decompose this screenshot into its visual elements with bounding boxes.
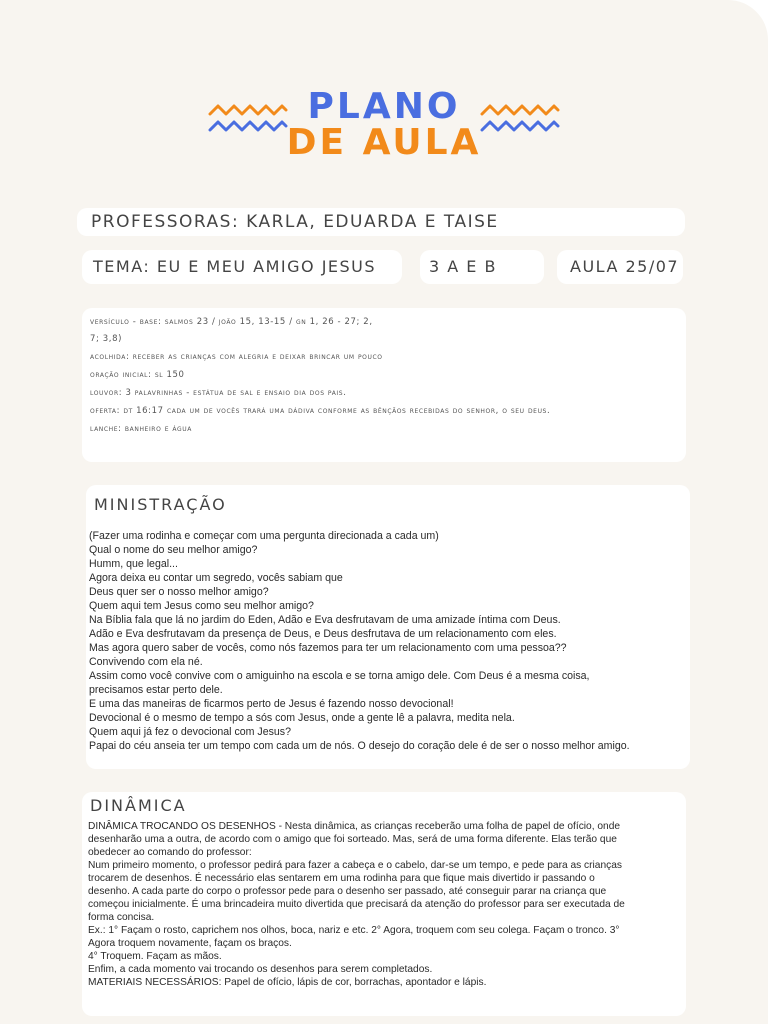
- ministracao-line: Na Bíblia fala que lá no jardim do Eden, Adão e Eva desfrutavam de uma amizade íntima com Deus.: [89, 614, 561, 626]
- ministracao-line: Assim como você convive com o amiguinho na escola e se torna amigo dele. Com Deus é a mesma coisa,: [89, 670, 590, 682]
- lesson-date-card: [557, 250, 683, 284]
- dinamica-title: DINÂMICA: [90, 796, 187, 815]
- info-card: [82, 308, 686, 462]
- dinamica-card: [82, 792, 686, 1016]
- dinamica-line: forma concisa.: [88, 912, 155, 923]
- dinamica-line: Ex.: 1° Façam o rosto, caprichem nos olhos, boca, nariz e etc. 2° Agora, troquem com seu colega. Façam o tronco. 3°: [88, 925, 620, 936]
- ministracao-line: Humm, que legal...: [89, 558, 178, 570]
- class-card: [420, 250, 544, 284]
- teachers-text: PROFESSORAS: KARLA, EDUARDA E TAISE: [91, 212, 499, 232]
- info-line: lanche: banheiro e água: [90, 424, 192, 434]
- info-line: acolhida: receber as crianças com alegria e deixar brincar um pouco: [90, 352, 383, 362]
- dinamica-line: 4° Troquem. Façam as mãos.: [88, 951, 222, 962]
- ministracao-title: MINISTRAÇÃO: [94, 495, 227, 514]
- info-line: 7; 3,8): [90, 334, 123, 344]
- ministracao-line: Mas agora quero saber de vocês, como nós fazemos para ter um relacionamento com uma pessoa??: [89, 642, 567, 654]
- ministracao-line: Convivendo com ela né.: [89, 656, 203, 668]
- dinamica-line: obedecer ao comando do professor:: [88, 847, 252, 858]
- dinamica-line: MATERIAIS NECESSÁRIOS: Papel de ofício, lápis de cor, borrachas, apontador e lápis.: [88, 977, 487, 988]
- zigzag-right-icon: [480, 102, 560, 136]
- dinamica-line: Enfim, a cada momento vai trocando os desenhos para serem completados.: [88, 964, 433, 975]
- ministracao-line: Quem aqui tem Jesus como seu melhor amigo?: [89, 600, 314, 612]
- ministracao-line: Agora deixa eu contar um segredo, vocês sabiam que: [89, 572, 343, 584]
- lesson-date-text: AULA 25/07: [570, 257, 680, 276]
- dinamica-line: trocarem de desenhos. É necessário elas sentarem em uma rodinha para que fique mais divertido ir passando o: [88, 873, 595, 884]
- theme-card: [82, 250, 402, 284]
- ministracao-line: Devocional é o mesmo de tempo a sós com Jesus, onde a gente lê a palavra, medita nela.: [89, 712, 515, 724]
- title-plano: PLANO: [307, 86, 461, 127]
- ministracao-card: [86, 485, 690, 769]
- teachers-card: [77, 208, 685, 236]
- info-line: louvor: 3 palavrinhas - estátua de sal e ensaio dia dos pais.: [90, 388, 347, 398]
- dinamica-line: começou inicialmente. É uma brincadeira muito divertida que precisará da atenção do professor para ser executada de: [88, 899, 625, 910]
- ministracao-line: Adão e Eva desfrutavam da presença de Deus, e Deus desfrutava de um relacionamento com eles.: [89, 628, 557, 640]
- ministracao-line: (Fazer uma rodinha e começar com uma pergunta direcionada a cada um): [89, 530, 439, 542]
- ministracao-line: E uma das maneiras de ficarmos perto de Jesus é fazendo nosso devocional!: [89, 698, 454, 710]
- ministracao-line: Qual o nome do seu melhor amigo?: [89, 544, 258, 556]
- info-line: oferta: dt 16:17 cada um de vocês trará uma dádiva conforme as bênçãos recebidas do senhor, o seu deus.: [90, 406, 551, 416]
- ministracao-line: precisamos estar perto dele.: [89, 684, 223, 696]
- dinamica-line: DINÂMICA TROCANDO OS DESENHOS - Nesta dinâmica, as crianças receberão uma folha de papel de ofício, onde: [88, 821, 621, 832]
- dinamica-line: Agora troquem novamente, façam os braços.: [88, 938, 292, 949]
- dinamica-line: Num primeiro momento, o professor pedirá para fazer a cabeça e o cabelo, dar-se um tempo, e pede para as crianças: [88, 860, 622, 871]
- dinamica-line: desenho. A cada parte do corpo o professor pede para o desenho ser passado, até conseguir parar na criança que: [88, 886, 607, 897]
- ministracao-line: Deus quer ser o nosso melhor amigo?: [89, 586, 269, 598]
- dinamica-line: desenharão uma a outra, de acordo com o amigo que foi sorteado. Mas, será de uma forma diferente. Elas terão que: [88, 834, 617, 845]
- theme-text: TEMA: EU E MEU AMIGO JESUS: [93, 257, 377, 276]
- info-line: oração inicial: sl 150: [90, 370, 185, 380]
- ministracao-line: Quem aqui já fez o devocional com Jesus?: [89, 726, 291, 738]
- title-de-aula: DE AULA: [286, 122, 482, 163]
- title-block: [0, 86, 768, 166]
- info-line: versículo - base: salmos 23 / joão 15, 13-15 / gn 1, 26 - 27; 2,: [90, 317, 373, 327]
- ministracao-line: Papai do céu anseia ter um tempo com cada um de nós. O desejo do coração dele é de ser o nosso melhor amigo.: [89, 740, 630, 752]
- class-text: 3 A E B: [429, 257, 497, 276]
